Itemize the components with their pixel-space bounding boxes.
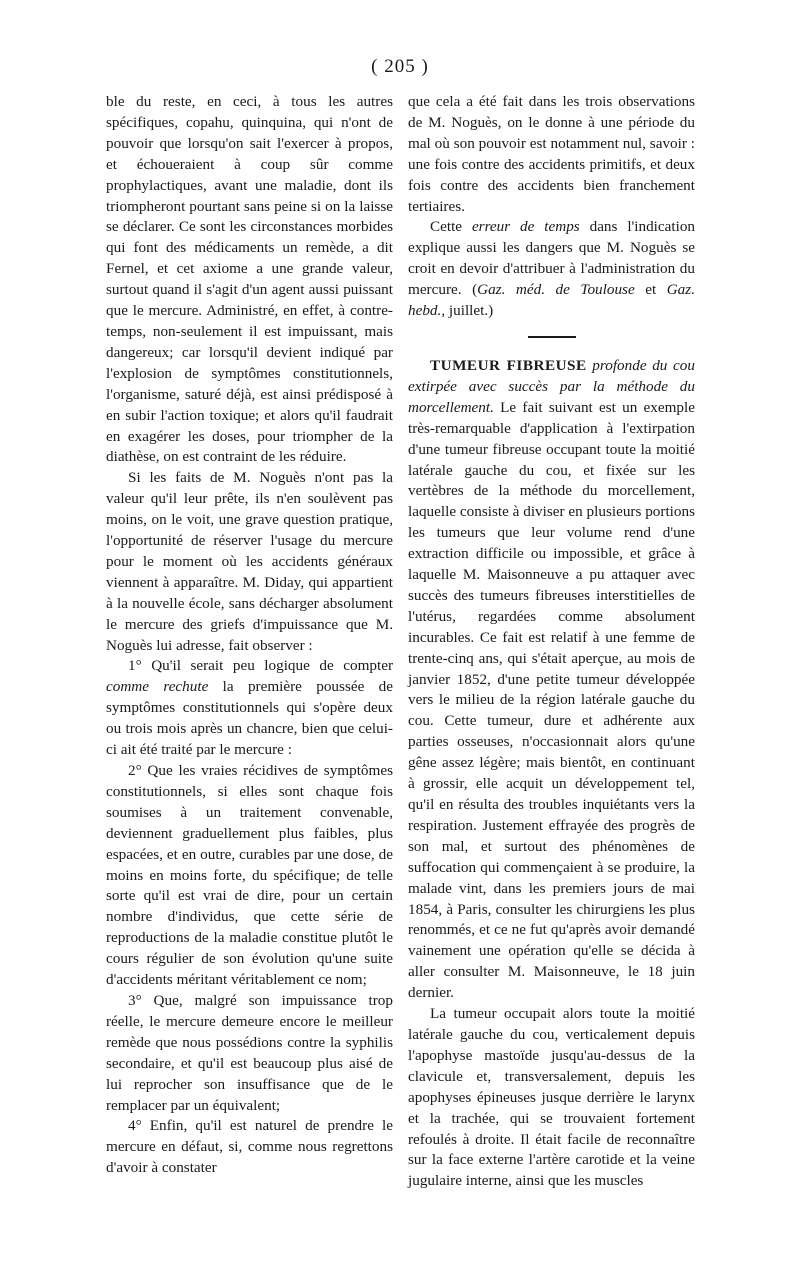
citation-source: Gaz. hebd. <box>408 281 695 320</box>
paragraph: La tumeur occupait alors toute la moitié latérale gauche du cou, verticalement depuis l'apophyse mastoïde jusqu'au-dessus de la clavicule et, transversalement, depuis les apophyses épineuses jusque derrière le larynx et la trachée, qui se trouvaient fortement refoulés à droite. Il était facile de reconnaître sur la face externe l'artère carotide et la veine jugulaire interne, ainsi que les muscles <box>408 1005 695 1190</box>
page-number: ( 205 ) <box>371 56 429 77</box>
text-run: la première poussée de symptômes constitutionnels qui s'opère deux ou trois mois après un chancre, bien que celui-ci ait été traité par le mercure : <box>106 678 393 759</box>
paragraph <box>408 217 695 322</box>
list-item: 2° Que les vraies récidives de symptômes constitutionnels, si elles sont chaque fois soumises à un traitement convenable, deviennent graduellement plus faibles, plus espacées, et en outre, curables par une dose, de moins en moins forte, du spécifique; de telle sorte qu'il est vrai de dire, pour un certain nombre d'individus, que cette série de reproductions de la maladie constitue plutôt le cours régulier de son évolution qu'une suite d'accidents méritant véritablement ce nom; <box>106 762 393 989</box>
text-run: 1° Qu'il serait peu logique de compter <box>128 657 393 675</box>
section-divider <box>528 336 576 338</box>
article-subtitle: profonde du cou extirpée avec succès par la méthode du morcellement. <box>408 356 695 416</box>
text-run: Cette <box>430 218 472 236</box>
citation-source: Gaz. méd. de Toulouse <box>477 281 635 299</box>
paragraph: ble du reste, en ceci, à tous les autres spécifiques, copahu, quinquina, qui n'ont de pouvoir que lorsqu'on sait l'exercer à propos, et échoueraient à coup sûr comme prophylactiques, avant une maladie, dont ils triompheront pourtant sans peine si on la laisse se déclarer. Ce sont les circonstances morbides qui font des médicaments un remède, a dit Fernel, et cet axiome a une grande valeur, surtout quand il s'agit d'un agent aussi puissant que le mercure. Administré, en effet, à contre-temps, non-seulement il est impuissant, mais dangereux; car lorsqu'il devient indiqué par l'explosion de symptômes constitutionnels, l'organisme, saturé déjà, est ainsi prédisposé à en subir l'action toxique; et alors qu'il faudrait en exagérer les doses, pour triompher de la diathèse, on est contraint de les réduire. <box>106 93 393 466</box>
paragraph: Si les faits de M. Noguès n'ont pas la valeur qu'il leur prête, ils n'en soulèvent pas moins, on le voit, une grave question pratique, l'opportunité de réserver l'usage du mercure pour le moment où les accidents généraux viennent à apparaître. M. Diday, qui appartient à la nouvelle école, sans décharger absolument le mercure des griefs d'impuissance que M. Noguès lui adresse, fait observer : <box>106 469 393 654</box>
paragraph: que cela a été fait dans les trois observations de M. Noguès, on le donne à une période du mal où son pouvoir est notamment nul, savoir : une fois contre des accidents primitifs, et deux fois contre des accidents bien franchement tertiaires. <box>408 93 695 215</box>
list-item: 4° Enfin, qu'il est naturel de prendre le mercure en défaut, si, comme nous regrettons d'avoir à constater <box>106 1117 393 1177</box>
text-run: Le fait suivant est un exemple très-remarquable d'application à l'extirpation d'une tumeur fibreuse occupant toute la moitié latérale gauche du cou, et fixée sur les vertèbres de la méthode du morcellement, laquelle consiste à diviser en plusieurs portions les tumeurs que leur volume rend d'une extraction difficile ou impossible, et grâce à laquelle M. Maisonneuve a pu attaquer avec succès des tumeurs fibreuses interstitielles de l'utérus, regardées comme absolument incurables. Ce fait est relatif à une femme de trente-cinq ans, qui s'était aperçue, au mois de janvier 1852, d'une petite tumeur développée vers le milieu de la région latérale gauche du cou. Cette tumeur, dure et adhérente aux parties osseuses, n'occasionnait alors qu'une gêne assez légère; mais bientôt, en continuant à grossir, elle acquit un développement tel, qu'il en résulta des troubles inquiétants vers la respiration. Justement effrayée des progrès de son mal, et surtout des phénomènes de suffocation qui commençaient à se produire, la malade vint, dans les premiers jours de mai 1854, à Paris, consulter les chirurgiens les plus renommés, et ce ne fut qu'après avoir demandé vainement une opération qu'elle se décida à aller consulter M. Maisonneuve, le 18 juin dernier. <box>408 398 695 1002</box>
italic-run: comme rechute <box>106 678 209 696</box>
list-item <box>106 656 393 761</box>
right-column <box>408 92 695 1192</box>
text-run: dans l'indication explique aussi les dangers que M. Noguès se croit en devoir d'attribuer à l'administration du mercure. ( <box>408 218 696 299</box>
list-item: 3° Que, malgré son impuissance trop réelle, le mercure demeure encore le meilleur remède que nous possédions contre la syphilis secondaire, et qu'il est beaucoup plus aisé de lui reprocher son insuffisance que de le remplacer par un équivalent; <box>106 991 393 1114</box>
italic-run: erreur de temps <box>471 218 580 236</box>
article-paragraph <box>408 356 695 1004</box>
text-run: , juillet.) <box>441 302 494 320</box>
left-column <box>106 92 393 1179</box>
article-title: TUMEUR FIBREUSE <box>430 356 587 374</box>
text-run: et <box>634 281 667 299</box>
